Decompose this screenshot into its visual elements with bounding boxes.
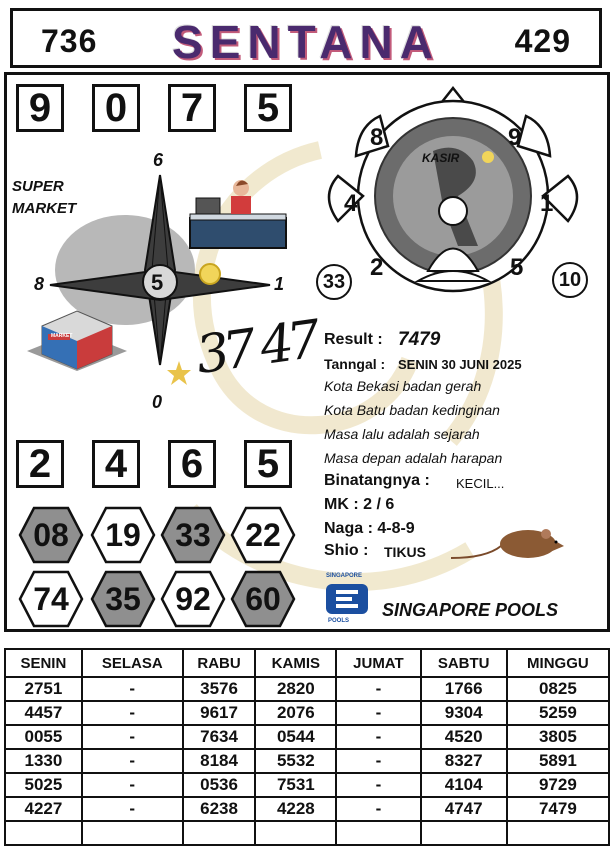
table-cell: - [82, 773, 183, 797]
column-header: RABU [183, 649, 256, 677]
logo-small-text: SINGAPORE [326, 573, 363, 579]
hex-number [160, 506, 226, 564]
table-row [5, 749, 609, 773]
table-cell: 8327 [421, 749, 507, 773]
compass-center: 5 [151, 270, 164, 295]
brand-name: SINGAPORE POOLS [382, 600, 559, 620]
table-cell [82, 821, 183, 845]
table-cell: 9617 [183, 701, 256, 725]
table-cell: - [336, 749, 420, 773]
hex-number-value: 92 [175, 580, 211, 617]
table-cell: 4104 [421, 773, 507, 797]
naga-text: Naga : 4-8-9 [324, 520, 415, 537]
binatang-value: KECIL... [456, 476, 505, 491]
date-label: Tanngal : [324, 356, 386, 372]
page-title: SENTANA [172, 16, 440, 68]
table-cell [507, 821, 609, 845]
hex-number-value: 60 [245, 580, 281, 617]
table-cell: 0536 [183, 773, 256, 797]
table-cell: 7479 [507, 797, 609, 821]
bottom-digit-box: 2 [16, 440, 64, 488]
info-line: Kota Batu badan kedinginan [324, 402, 500, 418]
shio-label: Shio : [324, 542, 369, 559]
result-label: Result : [324, 331, 383, 348]
column-header: JUMAT [336, 649, 420, 677]
results-table [4, 648, 610, 846]
table-cell: 5532 [255, 749, 336, 773]
hex-number-value: 33 [175, 516, 211, 553]
hex-number [18, 506, 84, 564]
table-cell: 7634 [183, 725, 256, 749]
table-header-row [5, 649, 609, 677]
table-cell: - [336, 701, 420, 725]
info-line: Masa lalu adalah sejarah [324, 426, 480, 442]
table-cell: - [336, 725, 420, 749]
table-cell: 4228 [255, 797, 336, 821]
bottom-digit-box: 5 [244, 440, 292, 488]
table-cell: 2820 [255, 677, 336, 701]
top-digit-box: 7 [168, 84, 216, 132]
star-icon [166, 360, 192, 386]
table-cell: 0825 [507, 677, 609, 701]
table-cell: 2751 [5, 677, 82, 701]
top-digit-box: 5 [244, 84, 292, 132]
market-building-icon [22, 306, 132, 386]
header-banner [10, 8, 602, 68]
hex-number-value: 19 [105, 516, 141, 553]
lotus-number: 1 [540, 190, 554, 217]
hex-number-value: 74 [33, 580, 69, 617]
table-row [5, 797, 609, 821]
hex-number [230, 506, 296, 564]
table-cell: 4747 [421, 797, 507, 821]
kasir-label: KASIR [422, 151, 460, 165]
table-cell: 4520 [421, 725, 507, 749]
hex-number [230, 570, 296, 628]
table-cell: - [336, 677, 420, 701]
info-line: Masa depan adalah harapan [324, 450, 503, 466]
hex-number [90, 506, 156, 564]
column-header: KAMIS [255, 649, 336, 677]
date-value: SENIN 30 JUNI 2025 [398, 357, 522, 372]
lotus-number: 9 [508, 124, 522, 151]
table-cell: 9304 [421, 701, 507, 725]
table-cell [421, 821, 507, 845]
info-line: Kota Bekasi badan gerah [324, 378, 482, 394]
top-digit-box: 9 [16, 84, 64, 132]
supermarket-label-line1: SUPER [12, 178, 64, 195]
hex-number-value: 08 [33, 516, 69, 553]
table-cell: - [82, 725, 183, 749]
table-cell: - [336, 773, 420, 797]
table-cell [336, 821, 420, 845]
lotus-number: 4 [344, 190, 358, 217]
result-value: 7479 [398, 329, 441, 350]
table-cell: 1766 [421, 677, 507, 701]
cashier-icon [186, 178, 296, 258]
table-row [5, 773, 609, 797]
table-cell: 1330 [5, 749, 82, 773]
column-header: MINGGU [507, 649, 609, 677]
compass-bottom: 0 [152, 392, 163, 412]
bottom-digit-box: 6 [168, 440, 216, 488]
table-cell: 9729 [507, 773, 609, 797]
compass-right: 1 [274, 274, 285, 294]
hex-number-value: 35 [105, 580, 141, 617]
table-cell: - [336, 797, 420, 821]
table-cell: 0055 [5, 725, 82, 749]
singapore-pools-logo-icon [322, 576, 372, 624]
table-row [5, 725, 609, 749]
lotus-outer-number: 10 [552, 262, 588, 298]
lotus-number: 2 [370, 254, 384, 281]
table-cell: 3805 [507, 725, 609, 749]
lotus-outer-number: 33 [316, 264, 352, 300]
table-row [5, 677, 609, 701]
table-cell: 5025 [5, 773, 82, 797]
compass-top: 6 [153, 150, 164, 170]
table-cell: 7531 [255, 773, 336, 797]
table-row [5, 821, 609, 845]
bottom-digit-box: 4 [92, 440, 140, 488]
table-cell [183, 821, 256, 845]
table-cell [5, 821, 82, 845]
header-right-number: 429 [514, 23, 571, 59]
table-body [5, 677, 609, 845]
table-cell [255, 821, 336, 845]
market-sign: MARKET [51, 333, 73, 339]
table-cell: 5891 [507, 749, 609, 773]
lotus-number: 5 [510, 254, 524, 281]
rat-icon [446, 518, 566, 568]
hex-number [90, 570, 156, 628]
shio-value: TIKUS [384, 544, 426, 560]
table-cell: - [82, 701, 183, 725]
table-cell: - [82, 749, 183, 773]
supermarket-label-line2: MARKET [12, 200, 77, 217]
table-cell: 3576 [183, 677, 256, 701]
hex-number-value: 22 [245, 516, 281, 553]
handwritten-number: 37 47 [192, 310, 319, 386]
table-cell: - [82, 677, 183, 701]
hex-number [160, 570, 226, 628]
compass-left: 8 [34, 274, 45, 294]
table-cell: 5259 [507, 701, 609, 725]
binatang-label: Binatangnya : [324, 472, 430, 489]
hex-number [18, 570, 84, 628]
table-cell: 2076 [255, 701, 336, 725]
column-header: SENIN [5, 649, 82, 677]
column-header: SELASA [82, 649, 183, 677]
table-cell: 8184 [183, 749, 256, 773]
logo-pools-text: POOLS [328, 618, 350, 624]
lotus-number: 8 [370, 124, 384, 151]
coin-icon [198, 262, 222, 286]
header-left-number: 736 [41, 23, 98, 59]
table-cell: 6238 [183, 797, 256, 821]
table-cell: 4457 [5, 701, 82, 725]
column-header: SABTU [421, 649, 507, 677]
table-cell: 4227 [5, 797, 82, 821]
mk-text: MK : 2 / 6 [324, 496, 395, 513]
table-cell: 0544 [255, 725, 336, 749]
top-digit-box: 0 [92, 84, 140, 132]
table-row [5, 701, 609, 725]
table-cell: - [82, 797, 183, 821]
